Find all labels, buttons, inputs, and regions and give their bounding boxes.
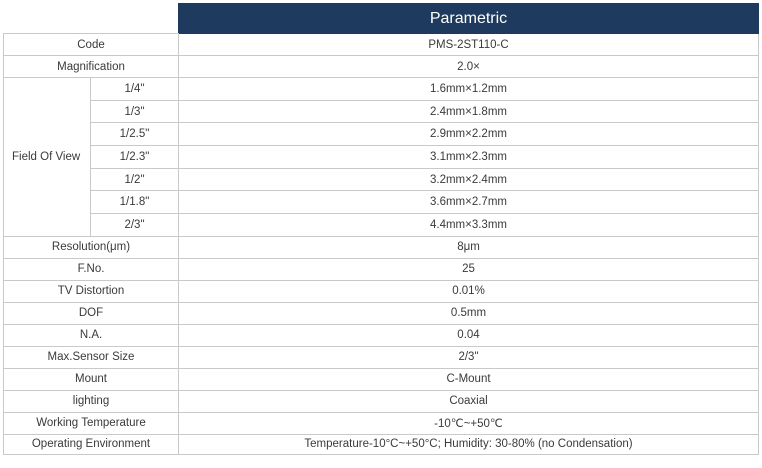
row-label-tv-distortion: TV Distortion xyxy=(4,280,179,302)
row-value-max-sensor-size: 2/3" xyxy=(179,346,759,368)
row-label-dof: DOF xyxy=(4,302,179,324)
table-row xyxy=(4,236,759,258)
table-row xyxy=(4,434,759,454)
fov-value: 4.4mm×3.3mm xyxy=(179,214,759,237)
table-header-row xyxy=(4,4,759,34)
row-value-lighting: Coaxial xyxy=(179,390,759,412)
fov-row xyxy=(4,214,759,237)
row-label-lighting: lighting xyxy=(4,390,179,412)
fov-sensor: 1/2" xyxy=(91,168,179,191)
table-row xyxy=(4,280,759,302)
fov-value: 2.9mm×2.2mm xyxy=(179,123,759,146)
header-spacer xyxy=(4,4,179,34)
row-label-code: Code xyxy=(4,34,179,56)
fov-value: 3.6mm×2.7mm xyxy=(179,191,759,214)
table-title: Parametric xyxy=(179,4,759,34)
row-label-resolution: Resolution(μm) xyxy=(4,236,179,258)
fov-row xyxy=(4,100,759,123)
row-value-tv-distortion: 0.01% xyxy=(179,280,759,302)
row-label-mount: Mount xyxy=(4,368,179,390)
row-value-na: 0.04 xyxy=(179,324,759,346)
row-label-max-sensor-size: Max.Sensor Size xyxy=(4,346,179,368)
fov-row xyxy=(4,146,759,169)
table-row xyxy=(4,390,759,412)
row-value-mount: C-Mount xyxy=(179,368,759,390)
row-label-working-temperature: Working Temperature xyxy=(4,412,179,434)
row-label-f-number: F.No. xyxy=(4,258,179,280)
fov-sensor: 2/3" xyxy=(91,214,179,237)
fov-sensor: 1/3" xyxy=(91,100,179,123)
fov-value: 3.2mm×2.4mm xyxy=(179,168,759,191)
row-value-magnification: 2.0× xyxy=(179,56,759,78)
row-value-resolution: 8μm xyxy=(179,236,759,258)
table-row xyxy=(4,302,759,324)
row-value-working-temperature: -10℃~+50℃ xyxy=(179,412,759,434)
fov-row xyxy=(4,168,759,191)
fov-value: 1.6mm×1.2mm xyxy=(179,78,759,101)
table-row xyxy=(4,368,759,390)
row-value-operating-environment: Temperature-10°C~+50°C; Humidity: 30-80% (no Condensation) xyxy=(179,434,759,454)
fov-value: 2.4mm×1.8mm xyxy=(179,100,759,123)
table-row xyxy=(4,34,759,56)
table-row xyxy=(4,412,759,434)
table-row xyxy=(4,346,759,368)
fov-sensor: 1/2.3" xyxy=(91,146,179,169)
fov-row xyxy=(4,78,759,101)
fov-sensor: 1/4" xyxy=(91,78,179,101)
row-label-field-of-view: Field Of View xyxy=(4,78,91,237)
row-label-na: N.A. xyxy=(4,324,179,346)
table-row xyxy=(4,324,759,346)
fov-sensor: 1/1.8" xyxy=(91,191,179,214)
row-value-f-number: 25 xyxy=(179,258,759,280)
fov-sensor: 1/2.5" xyxy=(91,123,179,146)
fov-row xyxy=(4,123,759,146)
fov-row xyxy=(4,191,759,214)
row-label-operating-environment: Operating Environment xyxy=(4,434,179,454)
spec-table xyxy=(3,3,759,455)
fov-value: 3.1mm×2.3mm xyxy=(179,146,759,169)
row-value-code: PMS-2ST110-C xyxy=(179,34,759,56)
row-label-magnification: Magnification xyxy=(4,56,179,78)
table-row xyxy=(4,258,759,280)
row-value-dof: 0.5mm xyxy=(179,302,759,324)
table-row xyxy=(4,56,759,78)
